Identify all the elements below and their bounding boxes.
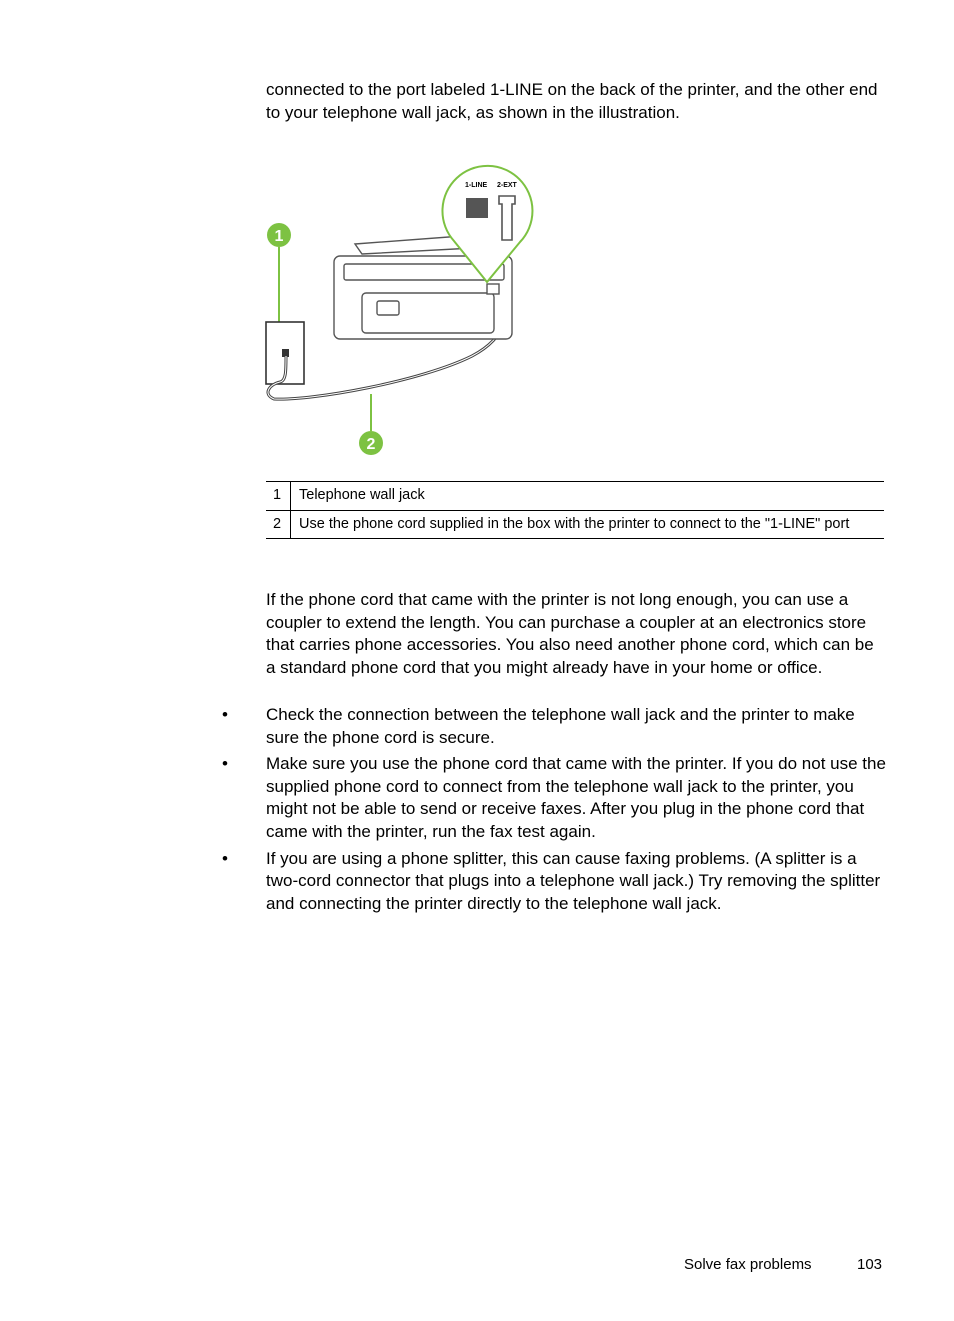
bullet-marker: • xyxy=(222,754,228,774)
plug-icon xyxy=(499,196,515,240)
printer-wall-jack-illustration xyxy=(262,156,552,466)
legend-number: 2 xyxy=(266,510,291,539)
legend-text: Telephone wall jack xyxy=(291,482,885,511)
coupler-paragraph: If the phone cord that came with the printer is not long enough, you can use a coupler to extend the length. You can purchase a coupler at an electronics store that carries phone accessories. You also need another phone cord, which can be a standard phone cord that you might already have in your home or office. xyxy=(266,590,874,677)
callout-2-number: 2 xyxy=(366,436,376,453)
port-label-1-line: 1-LINE xyxy=(465,182,488,189)
legend-row xyxy=(266,510,884,539)
intro-paragraph: connected to the port labeled 1-LINE on the back of the printer, and the other end to your telephone wall jack, as shown in the illustration. xyxy=(266,80,878,122)
list-item xyxy=(214,753,886,843)
list-item-text: Check the connection between the telephone wall jack and the printer to make sure the phone cord is secure. xyxy=(266,705,855,747)
troubleshooting-list xyxy=(214,704,886,919)
page-number: 103 xyxy=(857,1256,883,1273)
legend-text: Use the phone cord supplied in the box with the printer to connect to the "1-LINE" port xyxy=(291,510,885,539)
list-item-text: If you are using a phone splitter, this can cause faxing problems. (A splitter is a two-cord connector that plugs into a telephone wall jack.) Try removing the splitter and connecting the printer directly to the telephone wall jack. xyxy=(266,848,881,913)
list-item xyxy=(214,848,886,916)
list-item xyxy=(214,704,886,749)
bullet-marker: • xyxy=(222,848,228,868)
list-item-text: Make sure you use the phone cord that came with the printer. If you do not use the supplied phone cord to connect from the telephone wall jack to the printer, you might not be able to send or receive faxes. After you plug in the phone cord that came with the printer, run the fax test again. xyxy=(266,754,886,841)
bullet-marker: • xyxy=(222,705,228,724)
callout-1-number: 1 xyxy=(274,228,284,245)
legend-table xyxy=(266,481,884,539)
legend-row xyxy=(266,482,884,511)
footer-section-title: Solve fax problems xyxy=(684,1256,812,1273)
legend-number: 1 xyxy=(266,482,291,511)
line-port-icon xyxy=(466,198,488,218)
port-label-2-ext: 2-EXT xyxy=(497,182,517,189)
